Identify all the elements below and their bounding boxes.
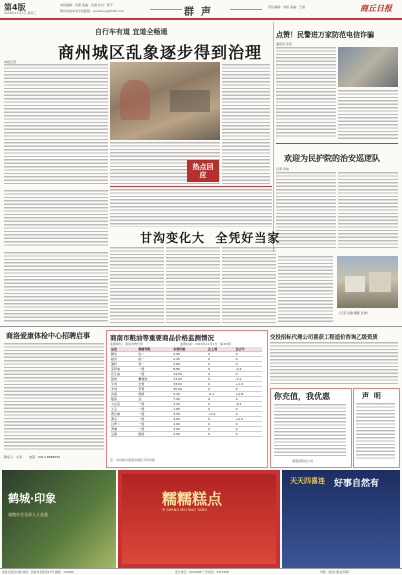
table-cell: 精瘦肉 [137,377,172,382]
table-cell: +1.0 [235,382,262,387]
bottom-divider [0,326,402,327]
main-headline: 商州城区乱象逐步得到治理 [58,43,263,62]
table-cell: 1.80 [172,407,207,412]
welcome-text-b [338,172,398,250]
table-cell: 活 [137,397,172,402]
table-cell: 0 [207,397,234,402]
table-cell: 西红柿 [110,412,137,417]
table-cell: 2.95 [172,352,207,357]
table-cell: 牛肉 [110,382,137,387]
masthead-rule [0,18,402,20]
price-sub-right: 监测时间：2018年11月1日（第45周） [180,342,234,346]
table-cell: 0 [207,372,234,377]
main-text-left [4,64,108,184]
email-label: 群众来信来电专版邮箱：qunsheng@163.com [60,9,124,13]
price-col-header: 本周价格 [172,347,207,352]
table-cell: 0 [235,407,262,412]
table-cell: 0 [207,357,234,362]
table-cell: 羊肉 [110,387,137,392]
table-cell: 0 [207,367,234,372]
fraud-byline: 通讯员 张军 [276,42,292,46]
table-cell: -0.2 [235,402,262,407]
footer-rule [0,568,402,569]
table-cell: 0 [207,382,234,387]
table-cell: 0 [207,422,234,427]
page-number: 第4版 [4,3,26,12]
table-cell: 一级 [137,417,172,422]
welcome-headline: 欢迎为民护院的治安巡逻队 [284,154,380,163]
table-cell: 3.50 [172,412,207,417]
table-cell: 0 [207,432,234,437]
changes-text-d [278,256,333,323]
table-cell: 猪肉 [110,377,137,382]
price-headline: 商南市粮油等重要商品价格监测情况 [110,334,214,342]
welcome-rule [276,143,398,144]
table-cell: 2.45 [172,357,207,362]
main-byline: 本报记者 [4,60,17,64]
changes-text-a [110,247,164,323]
table-cell: 散装 [137,432,172,437]
table-cell: 一级 [137,372,172,377]
recruit-headline: 商洛爱康体检中心招聘启事 [6,332,90,340]
table-cell: +0.2 [207,412,234,417]
table-cell: 0 [235,357,262,362]
table-cell: 白萝卜 [110,422,137,427]
section-rule-left [150,9,182,10]
tender-ad-footer: 商南县移动公司 [292,459,314,463]
table-cell: 0 [235,362,262,367]
table-cell: 14.50 [172,372,207,377]
table-cell: 0 [235,432,262,437]
table-cell: 0 [207,387,234,392]
table-cell: 33.00 [172,382,207,387]
changes-text-c [222,247,276,323]
table-cell: 粳米 [110,352,137,357]
tender-ad-title: 你充值，我优惠 [274,392,330,401]
changes-byline: （记者 张静 摄影 张勇） [337,311,370,315]
masthead [0,0,402,18]
table-cell: 大白菜 [110,402,137,407]
table-cell: 一级 [137,402,172,407]
table-cell: 0 [207,407,234,412]
recruit-contact-phone: 电话：0914-8688999 [28,455,61,459]
table-cell: 1.20 [172,402,207,407]
price-col-header: 比上周 [207,347,234,352]
table-cell: 籼米 [110,357,137,362]
table-cell: 标一 [137,352,172,357]
fraud-text-b [338,90,398,139]
tender-ad-text [274,404,346,456]
table-cell: 土豆 [110,407,137,412]
table-cell: 鲢鱼 [110,397,137,402]
table-cell: 5.20 [172,392,207,397]
edition-info: 本版编辑：李霞 美编：张媛 校对：陈平 [60,3,113,7]
table-cell: 一级 [137,412,172,417]
recruit-contact [4,455,104,464]
table-cell: 2.60 [172,362,207,367]
main-kicker: 自行车有道 宜道全畅通 [95,28,168,36]
notice-text [356,403,395,461]
table-cell: -1.0 [235,377,262,382]
table-cell: 去骨 [137,382,172,387]
right-ad-title: 糯糯糕点 [162,490,223,508]
table-cell: 标一 [137,357,172,362]
welcome-byline: 记者 李伟 [276,167,289,171]
changes-text-b [166,247,220,323]
changes-headline: 甘沟变化大 全凭好当家 [140,231,281,245]
table-cell: 0 [235,412,262,417]
table-cell: 豆腐 [110,432,137,437]
table-cell: 13.00 [172,377,207,382]
price-table-body [110,352,262,437]
table-cell: 0 [207,362,234,367]
left-column-text [4,190,108,248]
notice-headline: 声 明 [362,392,381,400]
far-right-ad-title: 好事自然有 [334,479,380,489]
left-ad-slogan: 诚邀社会各界人士品鉴 [8,512,48,517]
changes-intro [110,189,272,227]
table-cell: 3.50 [172,427,207,432]
fraud-headline: 点赞！民警进万家防范电信诈骗 [276,31,374,39]
recruit-contact-name: 联系人：小李 [4,455,23,459]
price-sub-left: 监测单位：商南市物价局 [110,342,144,346]
main-photo [110,62,220,140]
price-note: 注：本价格为商南县城区平均价格 [110,458,156,462]
table-cell: -0.1 [207,392,234,397]
fraud-text-a [276,47,336,139]
table-cell: 0 [235,387,262,392]
paper-logo: 商丘日报 [360,4,392,13]
table-cell: 花生油 [110,372,137,377]
price-col-header: 品名 [110,347,137,352]
hotspot-label: 热点回应 [192,163,214,179]
table-cell: 0 [207,427,234,432]
table-cell: 新鲜 [137,392,172,397]
welcome-text-a [276,172,336,250]
recruit-text [4,343,104,451]
right-info: 责任编辑：刘杨 美编：王娟 [268,5,305,9]
table-cell: 0 [207,417,234,422]
left-ad-banner [2,470,116,568]
table-cell: +0.8 [235,392,262,397]
table-cell: 菜籽油 [110,367,137,372]
table-cell: 2.50 [172,432,207,437]
left-ad-title: 鹤城·印象 [8,492,57,505]
footer-right: 印刷：商洛日报社印刷厂 [320,569,351,574]
far-right-ad [282,470,400,568]
footer-left: 商洛日报社出版 地址：商洛市北新街11号 邮编：726000 [2,569,74,574]
far-right-ad-subtitle: 天天四喜连 [290,477,325,485]
table-cell: 30.00 [172,387,207,392]
table-cell: 一级 [137,367,172,372]
section-title: 群 声 [184,7,211,18]
table-cell: 0 [207,377,234,382]
table-cell: 一级 [137,422,172,427]
changes-photo [337,256,398,308]
price-col-header: 规格等级 [137,347,172,352]
footer-mid: 发行电话：2316698 广告电话：2313488 [175,569,229,574]
table-cell: 8.80 [172,367,207,372]
section-rule-right [230,9,262,10]
table-cell: 面粉 [110,362,137,367]
table-cell: 1.00 [172,422,207,427]
price-col-header: 比去年 [235,347,262,352]
price-table [110,347,262,437]
table-cell: 带骨 [137,387,172,392]
changes-rule [110,186,272,187]
table-cell: 0 [235,427,262,432]
table-cell: -0.2 [235,367,262,372]
table-cell: 7.00 [172,397,207,402]
table-cell: 0 [235,422,262,427]
table-cell: 0 [207,352,234,357]
hotspot-badge [187,160,219,182]
table-cell: 0 [235,372,262,377]
table-cell: 黄瓜 [110,417,137,422]
tender-headline: 交投招标代理公司喜获工程造价咨询乙级资质 [270,335,378,341]
col-divider [273,22,274,252]
date: 2018年11月7日 星期三 [4,11,37,15]
table-cell: 鸡蛋 [110,392,137,397]
table-cell: 青椒 [110,427,137,432]
tender-text [270,342,398,386]
right-ad-banner [118,470,280,568]
table-row [110,432,262,437]
table-cell: 一级 [137,427,172,432]
table-cell: 3.00 [172,417,207,422]
table-cell: +0.5 [235,417,262,422]
table-cell: 0 [207,402,234,407]
table-cell: 特一 [137,362,172,367]
table-cell: 0 [235,397,262,402]
left-lower-text [4,252,108,323]
fraud-photo [338,47,398,87]
right-ad-subtitle: YI SHENG MEI NUO TANG [162,508,207,512]
table-cell: 一级 [137,407,172,412]
main-text-right [222,64,270,184]
table-cell: 0 [235,352,262,357]
